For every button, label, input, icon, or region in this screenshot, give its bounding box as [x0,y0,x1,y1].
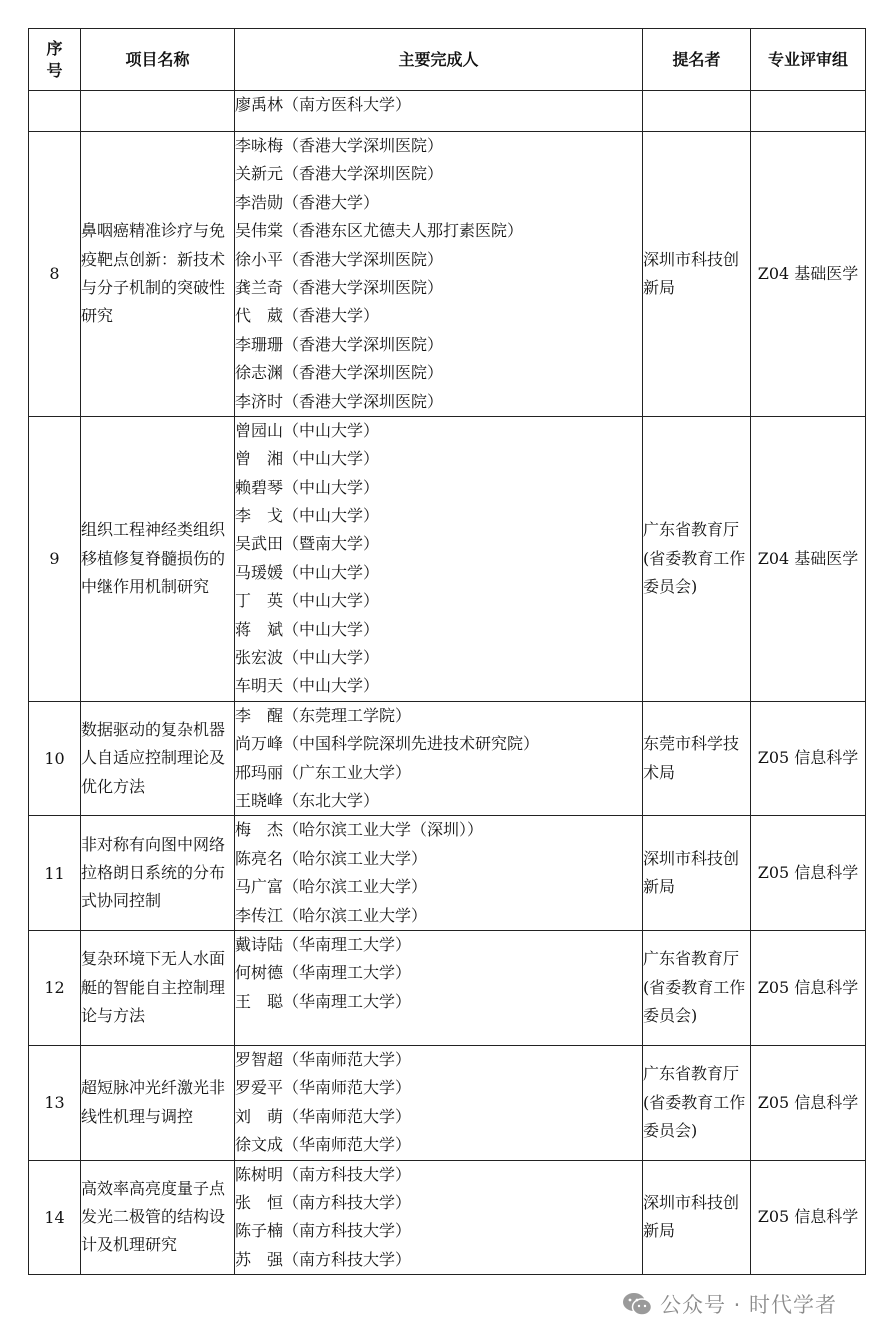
person-entry: 马广富（哈尔滨工业大学） [235,877,428,897]
person-entry: 何树德（华南理工大学） [235,963,412,983]
cell-project: 非对称有向图中网络拉格朗日系统的分布式协同控制 [81,816,235,931]
person-entry: 戴诗陆（华南理工大学） [235,934,412,954]
cell-nominator: 深圳市科技创新局 [643,132,751,417]
cell-nominator: 广东省教育厅(省委教育工作委员会) [643,930,751,1045]
cell-seq: 12 [29,930,81,1045]
person-entry: 王 聪（华南理工大学） [235,991,412,1011]
cell-group: Z04 基础医学 [751,416,866,701]
person-entry: 李传江（哈尔滨工业大学） [235,905,428,925]
cell-people [235,91,643,132]
cell-people [235,930,643,1045]
cell-group: Z05 信息科学 [751,1160,866,1275]
awards-table [28,28,866,1275]
person-entry: 张宏波（中山大学） [235,648,380,668]
watermark-text: 公众号 · 时代学者 [660,1293,838,1317]
cell-seq [29,91,81,132]
cell-group: Z05 信息科学 [751,930,866,1045]
person-entry: 李济时（香港大学深圳医院） [235,391,444,411]
table-header-row [29,29,866,91]
person-entry: 苏 强（南方科技大学） [235,1249,412,1269]
header-project: 项目名称 [81,29,235,91]
table-row [29,91,866,132]
cell-people [235,132,643,417]
cell-project: 鼻咽癌精准诊疗与免疫靶点创新：新技术与分子机制的突破性研究 [81,132,235,417]
person-entry: 罗智超（华南师范大学） [235,1049,412,1069]
header-people: 主要完成人 [235,29,643,91]
person-entry: 吴武田（暨南大学） [235,534,380,554]
wechat-icon [622,1292,652,1316]
person-entry: 丁 英（中山大学） [235,591,380,611]
cell-nominator: 广东省教育厅(省委教育工作委员会) [643,416,751,701]
cell-people [235,1045,643,1160]
person-entry: 车明天（中山大学） [235,676,380,696]
cell-people [235,1160,643,1275]
table-row [29,930,866,1045]
cell-seq: 10 [29,701,81,816]
cell-project: 组织工程神经类组织移植修复脊髓损伤的中继作用机制研究 [81,416,235,701]
person-entry: 李珊珊（香港大学深圳医院） [235,334,444,354]
cell-people [235,701,643,816]
person-entry: 李 戈（中山大学） [235,506,380,526]
cell-nominator: 广东省教育厅(省委教育工作委员会) [643,1045,751,1160]
cell-group [751,91,866,132]
person-entry: 龚兰奇（香港大学深圳医院） [235,277,444,297]
person-entry: 尚万峰（中国科学院深圳先进技术研究院） [235,734,540,754]
person-entry: 吴伟棠（香港东区尤德夫人那打素医院） [235,221,524,241]
cell-nominator: 东莞市科学技术局 [643,701,751,816]
cell-group: Z05 信息科学 [751,1045,866,1160]
cell-project: 数据驱动的复杂机器人自适应控制理论及优化方法 [81,701,235,816]
person-entry: 梅 杰（哈尔滨工业大学（深圳）） [235,820,484,840]
person-entry: 邢玛丽（广东工业大学） [235,762,412,782]
table-row [29,701,866,816]
watermark [622,1290,837,1318]
cell-nominator: 深圳市科技创新局 [643,1160,751,1275]
header-seq: 序号 [29,29,81,91]
table-row [29,132,866,417]
person-entry: 赖碧琴（中山大学） [235,477,380,497]
cell-group: Z05 信息科学 [751,701,866,816]
cell-seq: 8 [29,132,81,417]
cell-nominator: 深圳市科技创新局 [643,816,751,931]
person-entry: 陈亮名（哈尔滨工业大学） [235,848,428,868]
header-group: 专业评审组 [751,29,866,91]
person-entry: 王晓峰（东北大学） [235,790,380,810]
person-entry: 陈子楠（南方科技大学） [235,1221,412,1241]
table-row [29,416,866,701]
person-entry: 代 葳（香港大学） [235,306,380,326]
person-entry: 曾园山（中山大学） [235,420,380,440]
cell-seq: 14 [29,1160,81,1275]
table-body [29,91,866,1275]
person-entry: 罗爱平（华南师范大学） [235,1078,412,1098]
person-entry: 廖禹林（南方医科大学） [235,95,412,114]
person-entry: 李咏梅（香港大学深圳医院） [235,136,444,155]
person-entry: 徐小平（香港大学深圳医院） [235,249,444,269]
person-entry: 李 醒（东莞理工学院） [235,705,412,725]
header-nominator: 提名者 [643,29,751,91]
cell-group: Z04 基础医学 [751,132,866,417]
cell-project: 复杂环境下无人水面艇的智能自主控制理论与方法 [81,930,235,1045]
person-entry: 徐志渊（香港大学深圳医院） [235,363,444,383]
cell-nominator [643,91,751,132]
person-entry: 刘 萌（华南师范大学） [235,1106,412,1126]
cell-group: Z05 信息科学 [751,816,866,931]
cell-people [235,816,643,931]
cell-project [81,91,235,132]
person-entry: 马瑗媛（中山大学） [235,562,380,582]
person-entry: 关新元（香港大学深圳医院） [235,164,444,184]
table-row [29,1045,866,1160]
cell-seq: 9 [29,416,81,701]
person-entry: 李浩勋（香港大学） [235,192,380,212]
table-row [29,816,866,931]
person-entry: 陈树明（南方科技大学） [235,1164,412,1184]
person-entry: 张 恒（南方科技大学） [235,1192,412,1212]
table-row [29,1160,866,1275]
cell-seq: 11 [29,816,81,931]
cell-project: 高效率高亮度量子点发光二极管的结构设计及机理研究 [81,1160,235,1275]
cell-project: 超短脉冲光纤激光非线性机理与调控 [81,1045,235,1160]
cell-seq: 13 [29,1045,81,1160]
person-entry: 蒋 斌（中山大学） [235,619,380,639]
person-entry: 曾 湘（中山大学） [235,449,380,469]
cell-people [235,416,643,701]
person-entry: 徐文成（华南师范大学） [235,1135,412,1155]
